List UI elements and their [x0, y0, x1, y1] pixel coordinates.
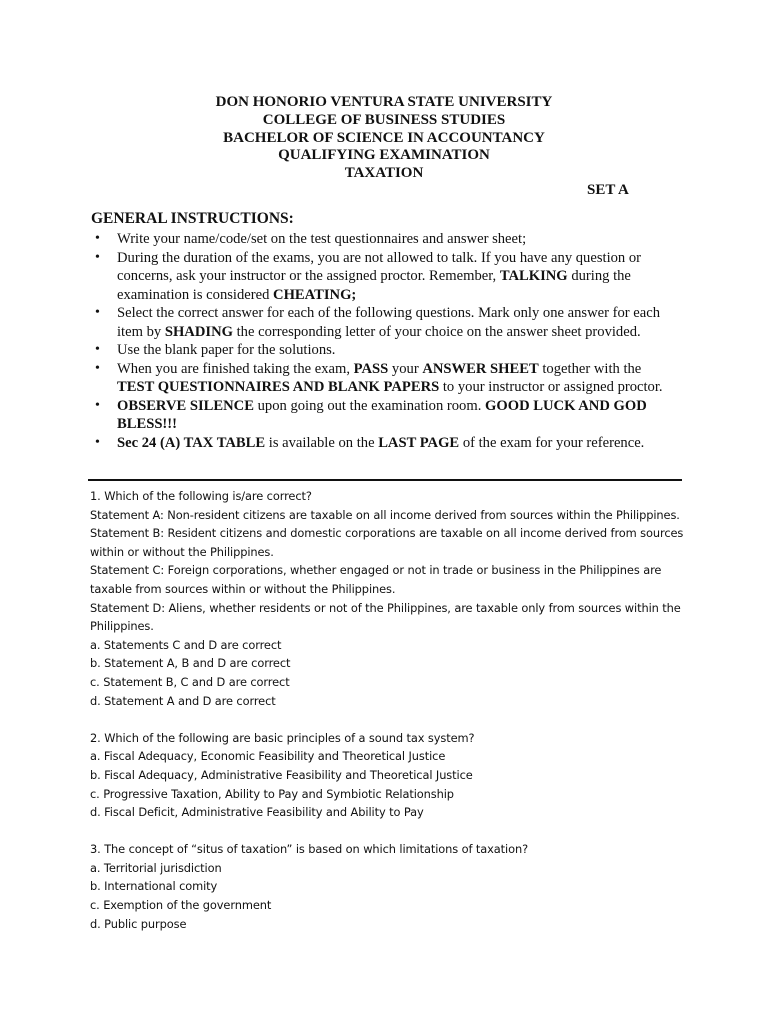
- question-line: b. International comity: [90, 879, 218, 894]
- instruction-emphasis: ANSWER SHEET: [422, 360, 539, 377]
- instructions-title: GENERAL INSTRUCTIONS:: [91, 210, 294, 227]
- instruction-emphasis: Sec 24 (A) TAX TABLE: [117, 434, 266, 451]
- instruction-text: your: [388, 360, 423, 377]
- question-line: c. Statement B, C and D are correct: [90, 674, 290, 689]
- question-stem: 3. The concept of “situs of taxation” is based on which limitations of taxation?: [90, 842, 529, 857]
- instruction-item: [91, 304, 681, 341]
- exam-header: [0, 94, 768, 183]
- instruction-emphasis: PASS: [353, 360, 389, 377]
- question-line: b. Fiscal Adequacy, Administrative Feasibility and Theoretical Justice: [90, 767, 473, 782]
- instruction-emphasis: LAST PAGE: [378, 434, 460, 451]
- question-2: [90, 729, 690, 822]
- instruction-emphasis: TALKING: [499, 268, 568, 284]
- question-line: d. Public purpose: [90, 916, 187, 931]
- instruction-emphasis: SHADING: [164, 323, 233, 340]
- question-line: d. Fiscal Deficit, Administrative Feasibility and Ability to Pay: [90, 805, 424, 820]
- instruction-text: Use the blank paper for the solutions.: [117, 342, 336, 358]
- instruction-item: [91, 341, 681, 360]
- question-line: Statement C: Foreign corporations, whether engaged or not in trade or business in the Philippines are taxable from sources within or without the Philippines.: [90, 563, 662, 596]
- instruction-text: the corresponding letter of your choice on the answer sheet provided.: [232, 323, 641, 340]
- question-line: Statement D: Aliens, whether residents or not of the Philippines, are taxable only from sources within the Philippines.: [90, 600, 681, 634]
- question-line: Statement A: Non-resident citizens are taxable on all income derived from sources within the Philippines.: [90, 507, 680, 522]
- instruction-item: [91, 360, 681, 397]
- instruction-item: [91, 230, 681, 249]
- question-3: [90, 840, 690, 933]
- instruction-item: [91, 249, 681, 305]
- instruction-text: When you are finished taking the exam,: [117, 360, 354, 377]
- instruction-text: during the examination is considered: [117, 268, 631, 303]
- question-line: d. Statement A and D are correct: [90, 693, 276, 708]
- question-line: c. Progressive Taxation, Ability to Pay and Symbiotic Relationship: [90, 786, 454, 801]
- instruction-emphasis: OBSERVE SILENCE: [117, 397, 254, 414]
- subject-name: TAXATION: [344, 165, 424, 182]
- question-line: c. Exemption of the government: [90, 898, 272, 913]
- instruction-text: Write your name/code/set on the test questionnaires and answer sheet;: [117, 231, 527, 247]
- section-divider: [88, 479, 682, 481]
- exam-type: QUALIFYING EXAMINATION: [278, 147, 490, 164]
- questions-section: [90, 487, 690, 952]
- instruction-item: [91, 434, 681, 453]
- question-line: b. Statement A, B and D are correct: [90, 656, 291, 671]
- instruction-text: to your instructor or assigned proctor.: [439, 379, 663, 395]
- university-name: DON HONORIO VENTURA STATE UNIVERSITY: [215, 94, 553, 110]
- question-line: a. Statements C and D are correct: [90, 637, 282, 652]
- program-name: BACHELOR OF SCIENCE IN ACCOUNTANCY: [223, 129, 545, 146]
- college-name: COLLEGE OF BUSINESS STUDIES: [262, 111, 506, 128]
- instruction-emphasis: CHEATING;: [273, 286, 357, 303]
- instruction-text: Select the correct answer for each of the following questions. Mark only one answer for each item by: [117, 305, 661, 340]
- instruction-item: [91, 397, 681, 434]
- instruction-emphasis: GOOD LUCK AND GOD BLESS!!!: [117, 397, 647, 432]
- instruction-emphasis: TEST QUESTIONNAIRES AND BLANK PAPERS: [117, 379, 440, 395]
- question-1: [90, 487, 690, 710]
- question-stem: 2. Which of the following are basic principles of a sound tax system?: [90, 730, 475, 745]
- instruction-text: together with the: [538, 360, 642, 377]
- question-line: Statement B: Resident citizens and domestic corporations are taxable on all income derived from sources within or without the Philippines.: [90, 526, 684, 559]
- instruction-text: During the duration of the exams, you are not allowed to talk. If you have any question or concerns, ask your instructor or the assigned proctor. Remember,: [117, 249, 642, 284]
- set-label: SET A: [587, 182, 629, 198]
- question-line: a. Fiscal Adequacy, Economic Feasibility and Theoretical Justice: [90, 749, 446, 764]
- instructions-list: [91, 230, 681, 452]
- instruction-text: upon going out the examination room.: [253, 397, 486, 414]
- question-stem: 1. Which of the following is/are correct?: [90, 489, 312, 503]
- instruction-text: is available on the: [265, 434, 379, 451]
- question-line: a. Territorial jurisdiction: [90, 860, 222, 875]
- instruction-text: of the exam for your reference.: [459, 434, 645, 451]
